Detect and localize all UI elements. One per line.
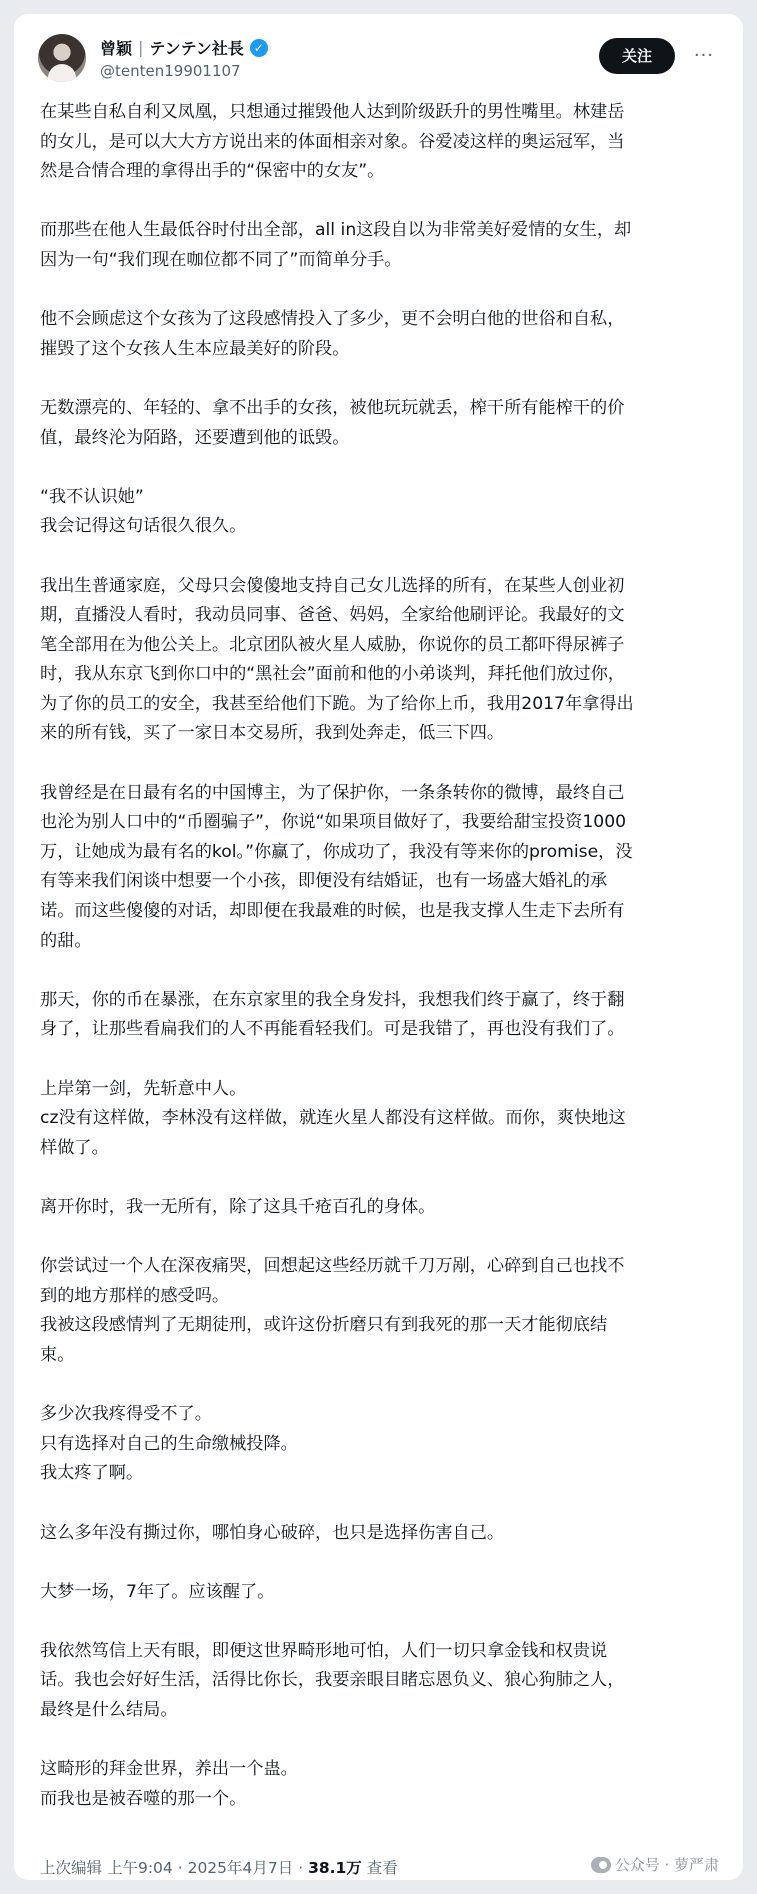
tweet-line: 万，让她成为最有名的kol。”你赢了，你成功了，我没有等来你的promise，没: [40, 841, 633, 862]
tweet-line: 束。: [40, 1344, 75, 1365]
post-date[interactable]: 2025年4月7日: [187, 1859, 294, 1877]
tweet-paragraph: [40, 394, 719, 453]
tweet-paragraph: [40, 216, 719, 275]
tweet-line: “我不认识她”: [40, 486, 144, 507]
tweet-line: 我出生普通家庭，父母只会傻傻地支持自己女儿选择的所有，在某些人创业初: [40, 575, 625, 596]
tweet-line: 只有选择对自己的生命缴械投降。: [40, 1433, 298, 1454]
author-alias[interactable]: テンテン社長: [149, 39, 244, 58]
tweet-line: 我会记得这句话很久很久。: [40, 516, 247, 537]
tweet-line: 也沦为别人口中的“币圈骗子”，你说“如果项目做好了，我要给甜宝投资1000: [40, 812, 627, 833]
tweet-paragraph: [40, 1519, 719, 1549]
tweet-line: 那天，你的币在暴涨，在东京家里的我全身发抖，我想我们终于赢了，终于翻: [40, 989, 625, 1010]
tweet-paragraph: [40, 1252, 719, 1370]
view-count: 38.1万: [308, 1859, 362, 1877]
tweet-line: 然是合情合理的拿得出手的“保密中的女友”。: [40, 161, 385, 182]
tweet-line: 话。我也会好好生活，活得比你长，我要亲眼目睹忘恩负义、狼心狗肺之人，: [40, 1670, 625, 1691]
tweet-line: 笔全部用在为他公关上。北京团队被火星人威胁，你说你的员工都吓得尿裤子: [40, 634, 625, 655]
tweet-card: [14, 14, 743, 1880]
tweet-line: 为了你的员工的安全，我甚至给他们下跪。为了给你上币，我用2017年拿得出: [40, 693, 634, 714]
tweet-paragraph: [40, 986, 719, 1045]
tweet-line: 的甜。: [40, 930, 92, 951]
meta-dot: ·: [298, 1859, 304, 1877]
tweet-line: 的女儿，是可以大大方方说出来的体面相亲对象。谷爱凌这样的奥运冠军，当: [40, 131, 625, 152]
author-handle[interactable]: @tenten19901107: [100, 62, 241, 80]
tweet-line: 多少次我疼得受不了。: [40, 1404, 212, 1425]
verified-badge-icon: ✓: [250, 39, 268, 57]
tweet-line: 大梦一场，7年了。应该醒了。: [40, 1581, 275, 1602]
tweet-line: 离开你时，我一无所有，除了这具千疮百孔的身体。: [40, 1196, 436, 1217]
tweet-paragraph: [40, 1400, 719, 1489]
tweet-line: 我太疼了啊。: [40, 1463, 144, 1484]
author-name[interactable]: 曾颖: [100, 39, 133, 58]
tweet-paragraph: [40, 1578, 719, 1608]
tweet-meta: [40, 1856, 398, 1878]
tweet-line: 无数漂亮的、年轻的、拿不出手的女孩，被他玩玩就丢，榨干所有能榨干的价: [40, 397, 625, 418]
tweet-paragraph: [40, 572, 719, 750]
more-options-icon[interactable]: ···: [693, 45, 715, 66]
tweet-line: 我曾经是在日最有名的中国博主，为了保护你，一条条转你的微博，最终自己: [40, 782, 625, 803]
name-separator: |: [138, 38, 144, 57]
tweet-line: 身了，让那些看扁我们的人不再能看轻我们。可是我错了，再也没有我们了。: [40, 1019, 625, 1040]
tweet-line: 诺。而这些傻傻的对话，却即便在我最难的时候，也是我支撑人生走下去所有: [40, 901, 625, 922]
tweet-paragraph: [40, 1637, 719, 1726]
tweet-line: 在某些自私自利又凤凰，只想通过摧毁他人达到阶级跃升的男性嘴里。林建岳: [40, 102, 625, 122]
tweet-paragraph: [40, 98, 719, 187]
tweet-line: 到的地方那样的感受吗。: [40, 1285, 230, 1306]
watermark: [591, 1854, 719, 1875]
tweet-line: 因为一句“我们现在咖位都不同了”而简单分手。: [40, 249, 402, 270]
tweet-line: 这么多年没有撕过你，哪怕身心破碎，也只是选择伤害自己。: [40, 1522, 505, 1543]
post-time[interactable]: 上午9:04: [106, 1859, 173, 1877]
tweet-paragraph: [40, 1193, 719, 1223]
tweet-paragraph: [40, 483, 719, 542]
tweet-header: [38, 26, 719, 88]
tweet-paragraph: [40, 1755, 719, 1814]
tweet-text: [40, 98, 719, 1814]
tweet-line: 值，最终沦为陌路，还要遭到他的诋毁。: [40, 427, 350, 448]
edited-label[interactable]: 上次编辑: [40, 1859, 103, 1877]
tweet-line: 他不会顾虑这个女孩为了这段感情投入了多少，更不会明白他的世俗和自私，: [40, 309, 625, 330]
tweet-line: 上岸第一剑，先斩意中人。: [40, 1078, 247, 1099]
views-label: 查看: [366, 1859, 398, 1877]
tweet-paragraph: [40, 779, 719, 957]
tweet-line: 我依然笃信上天有眼，即便这世界畸形地可怕，人们一切只拿金钱和权贵说: [40, 1640, 608, 1661]
tweet-line: 而那些在他人生最低谷时付出全部，all in这段自以为非常美好爱情的女生，却: [40, 220, 632, 241]
tweet-paragraph: [40, 1075, 719, 1164]
tweet-line: 时，我从东京飞到你口中的“黑社会”面前和他的小弟谈判，拜托他们放过你，: [40, 664, 625, 685]
tweet-line: 而我也是被吞噬的那一个。: [40, 1788, 247, 1809]
tweet-line: 样做了。: [40, 1137, 109, 1158]
tweet-line: 这畸形的拜金世界，养出一个蛊。: [40, 1759, 298, 1780]
tweet-line: 来的所有钱，买了一家日本交易所，我到处奔走，低三下四。: [40, 723, 505, 744]
tweet-line: 你尝试过一个人在深夜痛哭，回想起这些经历就千刀万剐，心碎到自己也找不: [40, 1256, 625, 1277]
wechat-icon: [591, 1857, 611, 1873]
meta-dot: ·: [177, 1859, 183, 1877]
tweet-line: 摧毁了这个女孩人生本应最美好的阶段。: [40, 338, 350, 359]
tweet-line: 期，直播没人看时，我动员同事、爸爸、妈妈，全家给他刷评论。我最好的文: [40, 605, 625, 626]
tweet-line: 最终是什么结局。: [40, 1700, 178, 1721]
tweet-paragraph: [40, 305, 719, 364]
avatar[interactable]: [38, 34, 86, 82]
tweet-line: 我被这段感情判了无期徒刑，或许这份折磨只有到我死的那一天才能彻底结: [40, 1315, 608, 1336]
author-name-row[interactable]: [100, 36, 268, 59]
tweet-line: 有等来我们闲谈中想要一个小孩，即便没有结婚证，也有一场盛大婚礼的承: [40, 871, 608, 892]
follow-button[interactable]: 关注: [599, 38, 675, 74]
tweet-line: cz没有这样做，李林没有这样做，就连火星人都没有这样做。而你，爽快地这: [40, 1108, 626, 1129]
watermark-text: 公众号 · 萝严肃: [614, 1856, 719, 1874]
